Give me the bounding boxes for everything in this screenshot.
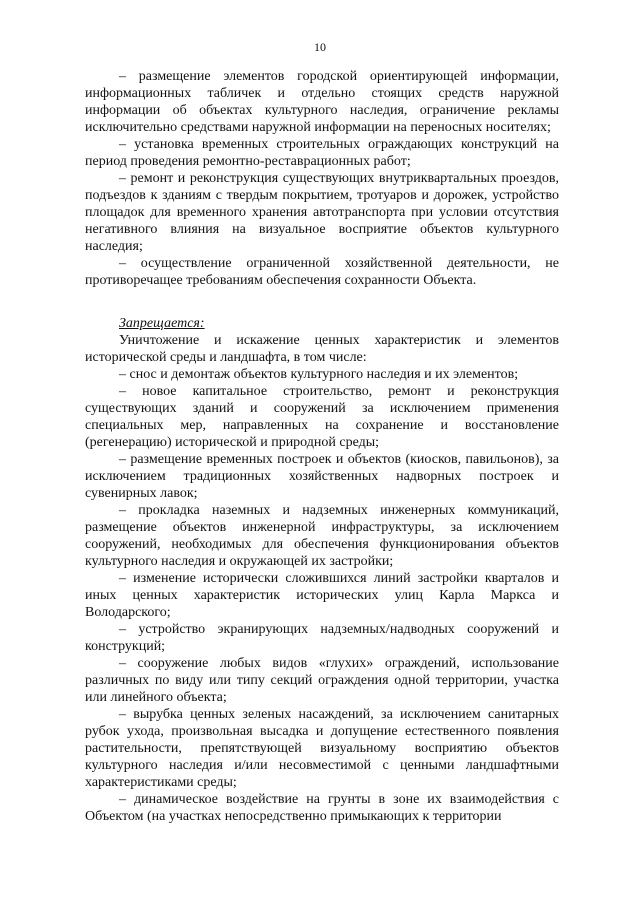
paragraph: – вырубка ценных зеленых насаждений, за исключением санитарных рубок ухода, произвольная высадка и допущение естественного появления растительности, препятствующей визуальному восприятию объектов культурного наследия и/или несовместимой с ценными ландшафтными характеристиками среды; — [85, 707, 559, 790]
paragraph: – ремонт и реконструкция существующих внутриквартальных проездов, подъездов к зданиям с твердым покрытием, тротуаров и дорожек, устройство площадок для временного хранения автотранспорта при условии отсутствия негативного влияния на визуальное восприятие объектов культурного наследия; — [85, 171, 559, 254]
paragraph: – новое капитальное строительство, ремонт и реконструкция существующих зданий и сооружений за исключением применения специальных мер, направленных на сохранение и восстановление (регенерацию) исторической и природной среды; — [85, 384, 559, 450]
paragraph: – прокладка наземных и надземных инженерных коммуникаций, размещение объектов инженерной инфраструктуры, за исключением сооружений, необходимых для обеспечения функционирования объектов культурного наследия и окружающей их застройки; — [85, 503, 559, 569]
paragraph: – сооружение любых видов «глухих» ограждений, использование различных по виду или типу секций ограждения одной территории, участка или линейного объекта; — [85, 656, 559, 705]
paragraph: – размещение элементов городской ориентирующей информации, информационных табличек и отдельно стоящих средств наружной информации об объектах культурного наследия, ограничение рекламы исключительно средствами наружной информации на переносных носителях; — [85, 69, 559, 135]
section-heading: Запрещается: — [119, 316, 205, 331]
paragraph: – изменение исторически сложившихся линий застройки кварталов и иных ценных характеристик исторических улиц Карла Маркса и Володарского; — [85, 571, 559, 620]
paragraph: – снос и демонтаж объектов культурного наследия и их элементов; — [119, 367, 519, 382]
paragraph: – динамическое воздействие на грунты в зоне их взаимодействия с Объектом (на участках непосредственно примыкающих к территории — [85, 792, 559, 824]
paragraph: – установка временных строительных ограждающих конструкций на период проведения ремонтно-реставрационных работ; — [85, 137, 559, 169]
paragraph: – осуществление ограниченной хозяйственной деятельности, не противоречащее требованиям обеспечения сохранности Объекта. — [85, 256, 559, 288]
paragraph: – устройство экранирующих надземных/надводных сооружений и конструкций; — [85, 622, 559, 654]
paragraph: Уничтожение и искажение ценных характеристик и элементов исторической среды и ландшафта, в том числе: — [85, 333, 559, 365]
page-number: 10 — [314, 40, 326, 54]
paragraph: – размещение временных построек и объектов (киосков, павильонов), за исключением традиционных хозяйственных надворных построек и сувенирных лавок; — [85, 452, 559, 501]
document-body — [85, 68, 559, 825]
